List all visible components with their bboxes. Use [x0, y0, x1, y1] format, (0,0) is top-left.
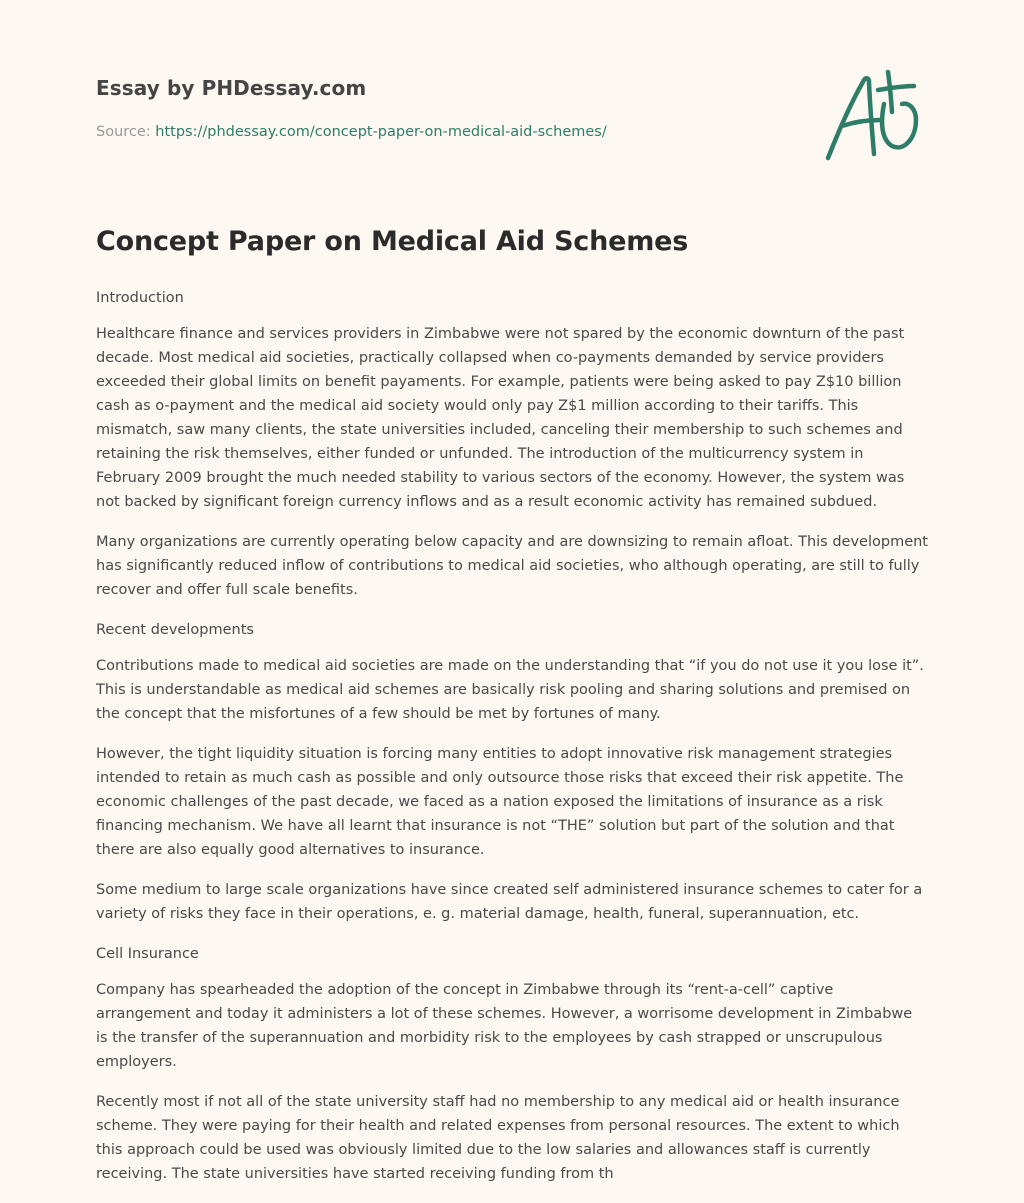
source-link[interactable]: https://phdessay.com/concept-paper-on-medical-aid-schemes/: [155, 124, 607, 140]
paragraph-1: Healthcare finance and services providers in Zimbabwe were not spared by the economic downturn of the past decade. Most medical aid societies, practically collapsed when co-payments demanded by service providers exceeded their global limits on benefit payaments. For example, patients were being asked to pay Z$10 billion cash as o-payment and the medical aid society would only pay Z$1 million according to their tariffs. This mismatch, saw many clients, the state universities included, canceling their membership to such schemes and retaining the risk themselves, either funded or unfunded. The introduction of the multicurrency system in February 2009 brought the much needed stability to various sectors of the economy. However, the system was not backed by significant foreign currency inflows and as a result economic activity has remained subdued.: [96, 326, 905, 510]
paragraph-6: Company has spearheaded the adoption of the concept in Zimbabwe through its “rent-a-cell” captive arrangement and today it administers a lot of these schemes. However, a worrisome development in Zimbabwe is the transfer of the superannuation and morbidity risk to the employees by cash strapped or unscrupulous employers.: [96, 982, 913, 1070]
paragraph-3: Contributions made to medical aid societies are made on the understanding that “if you do not use it you lose it”. This is understandable as medical aid schemes are basically risk pooling and sharing solutions and premised on the concept that the misfortunes of a few should be met by fortunes of many.: [96, 658, 924, 722]
source-line: [96, 124, 607, 140]
paragraph-7: Recently most if not all of the state university staff had no membership to any medical aid or health insurance scheme. They were paying for their health and related expenses from personal resources. The extent to which this approach could be used was obviously limited due to the low salaries and allowances staff is currently receiving. The state universities have started receiving funding from th: [96, 1094, 900, 1182]
source-label: Source:: [96, 124, 151, 140]
article-body: [96, 286, 928, 1202]
paragraph-5: Some medium to large scale organizations have since created self administered insurance schemes to cater for a variety of risks they face in their operations, e. g. material damage, health, funeral, superannuation, etc.: [96, 882, 923, 922]
section-heading-cell-insurance: Cell Insurance: [96, 946, 199, 962]
section-heading-recent-developments: Recent developments: [96, 622, 254, 638]
site-brand: Essay by PHDessay.com: [96, 76, 367, 100]
paragraph-2: Many organizations are currently operating below capacity and are downsizing to remain afloat. This development has significantly reduced inflow of contributions to medical aid societies, who although operating, are still to fully recover and offer full scale benefits.: [96, 534, 928, 598]
paragraph-4: However, the tight liquidity situation is forcing many entities to adopt innovative risk management strategies intended to retain as much cash as possible and only outsource those risks that exceed their risk appetite. The economic challenges of the past decade, we faced as a nation exposed the limitations of insurance as a risk financing mechanism. We have all learnt that insurance is not “THE” solution but part of the solution and that there are also equally good alternatives to insurance.: [96, 746, 904, 858]
a-plus-logo-icon: [822, 68, 926, 164]
article-title: Concept Paper on Medical Aid Schemes: [96, 226, 689, 257]
section-heading-introduction: Introduction: [96, 290, 184, 306]
